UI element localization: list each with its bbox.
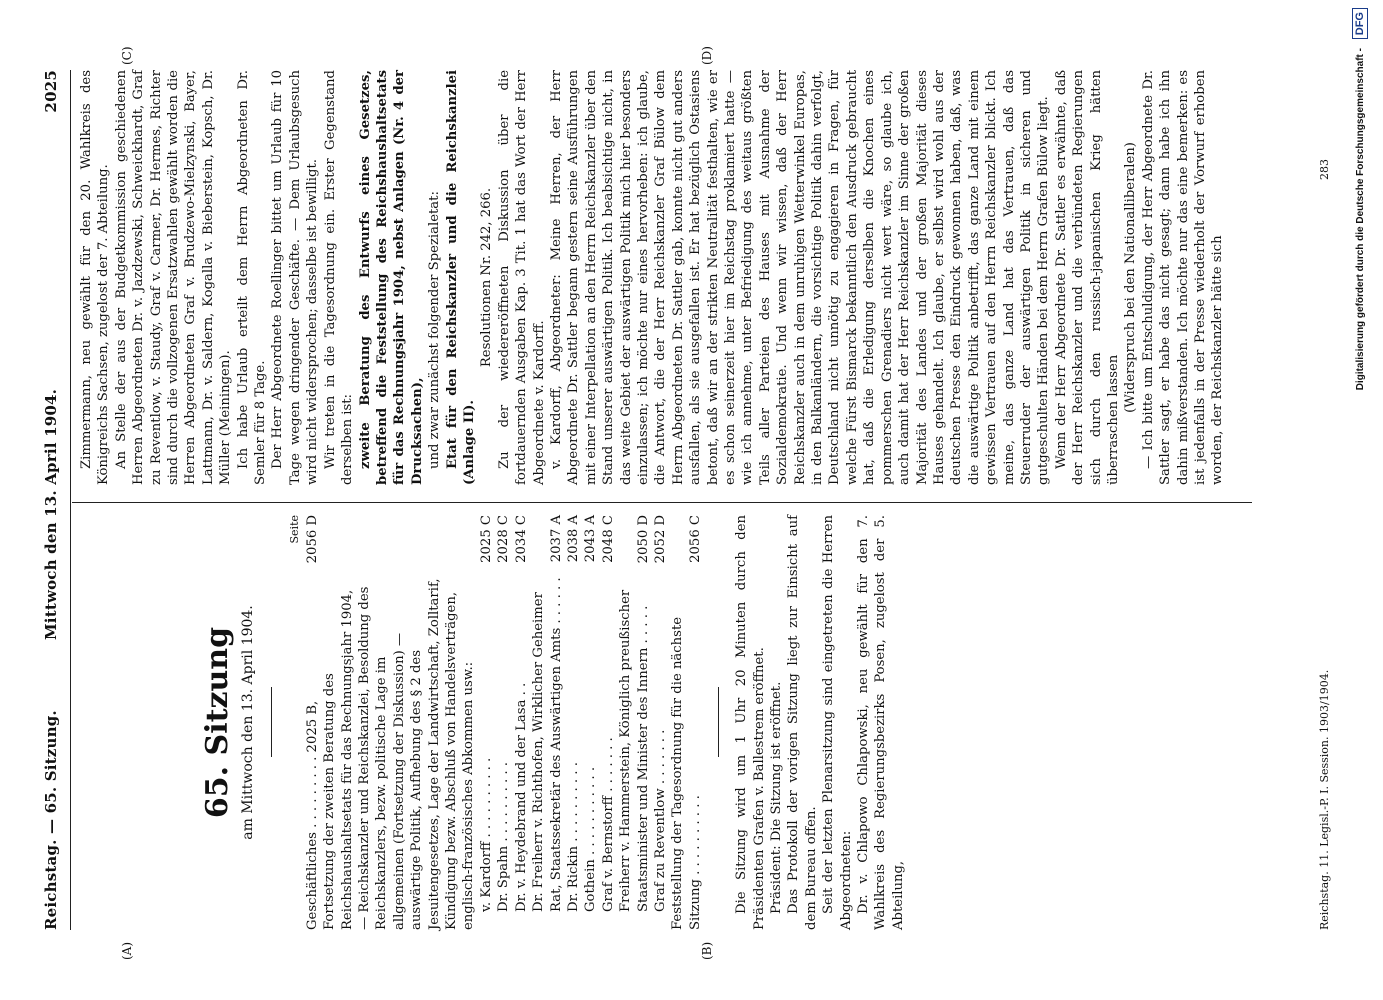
toc-entry-page: [321, 515, 478, 575]
toc-row: [600, 515, 617, 930]
column-divider: [72, 502, 1252, 503]
toc-entry-page: 2048 C: [600, 515, 616, 563]
paragraph: Etat für den Reichskanzler und die Reichskanzlei (Anlage II).: [444, 70, 477, 485]
toc-row: [565, 515, 582, 930]
toc-entry-page: 2025 C: [478, 515, 494, 563]
paragraph: — Ich bitte um Entschuldigung, der Herr Abgeordnete Dr. Sattler sagt, er habe das nicht gesagt; dann habe ich ihn dahin mißverstanden. Ich möchte nur das eine bemerken: es ist jedenfalls in der Presse wiederholt der Vorwurf erhoben worden, der Reichskanzler hätte sich: [1140, 70, 1226, 485]
toc-entry-page: 2038 A: [565, 515, 581, 563]
paragraph: Wir treten in die Tagesordnung ein. Erster Gegenstand derselben ist:: [322, 70, 356, 485]
toc-row: [321, 515, 478, 930]
paragraph: zweite Beratung des Entwurfs eines Gesetzes, betreffend die Feststellung des Reichshaushaltsetats für das Rechnungsjahr 1904, nebst Anlagen (Nr. 4 der Drucksachen),: [357, 70, 425, 485]
title-rule: [271, 688, 272, 758]
paragraph: (Widerspruch bei den Nationalliberalen): [1123, 142, 1139, 413]
toc-entry-text: Graf v. Bernstorff . . . . . . .: [600, 737, 616, 912]
toc-entry-text: Graf zu Reventlow . . . . . . .: [652, 729, 668, 912]
toc-entry-text: Dr. Spahn . . . . . . . . . .: [496, 762, 512, 912]
dfg-logo: DFG: [1352, 8, 1368, 39]
toc-entry-page: 2050 D: [635, 515, 651, 564]
toc-entry-text: Feststellung der Tagesordnung für die nächste Sitzung . . . . . . . . . .: [670, 616, 703, 930]
session-date: am Mittwoch den 13. April 1904.: [240, 605, 256, 840]
paragraph: Ich habe Urlaub erteilt dem Herrn Abgeordneten Dr. Semler für 8 Tage.: [235, 70, 269, 485]
running-header: [42, 70, 68, 930]
paragraph: Der Herr Abgeordnete Roellinger bittet um Urlaub für 10 Tage wegen dringender Geschäfte. — Dem Urlaubsgesuch wird nicht widersprochen; dasselbe ist bewilligt.: [270, 70, 321, 485]
paragraph: Resolutionen Nr. 242, 266.: [479, 187, 495, 368]
toc-row: [495, 515, 512, 930]
toc-row: [652, 515, 669, 930]
table-of-contents: [304, 515, 704, 930]
paragraph: Die Sitzung wird um 1 Uhr 20 Minuten durch den Präsidenten Grafen v. Ballestrem eröffnet.: [734, 515, 767, 930]
paragraph: Zimmermann, neu gewählt für den 20. Wahlkreis des Königreichs Sachsen, zugelost der 7. Abteilung.: [79, 70, 112, 485]
toc-row: [304, 515, 321, 930]
margin-marker-b: (B): [700, 941, 714, 960]
toc-row: [582, 515, 599, 930]
dfg-credit: [1352, 8, 1378, 993]
toc-row: [530, 515, 565, 930]
header-rule: [70, 70, 71, 930]
left-column: [78, 515, 907, 930]
toc-rule: [718, 688, 719, 758]
left-body: [733, 515, 907, 930]
toc-row: [617, 515, 652, 930]
toc-entry-text: v. Kardorff . . . . . . . . . .: [478, 757, 494, 912]
paragraph: Dr. v. Chlapowo Chlapowski, neu gewählt für den 7. Wahlkreis des Regierungsbezirks Posen, zugelost der 5. Abteilung,: [856, 515, 906, 930]
page-footer: [1318, 70, 1331, 930]
dfg-credit-text: Digitalisierung gefördert durch die Deutsche Forschungsgemeinschaft -: [1355, 48, 1366, 391]
paragraph: Das Protokoll der vorigen Sitzung liegt zur Einsicht auf dem Bureau offen.: [786, 515, 819, 930]
toc-entry-page: 2037 A: [548, 515, 564, 563]
toc-entry-text: Fortsetzung der zweiten Beratung des Reichshaushaltsetats für das Rechnungsjahr 1904, — Reichskanzler und Reichskanzlei, Besoldung des Reichskanzlers, bezw. politische Lage im allgemeinen (Fortsetzung der Diskussion) — auswärtige Politik, Aufhebung des § 2 des Jesuitengesetzes, Lage der Landwirtschaft, Zolltarif, Kündigung bezw. Abschluß von Handelsverträgen, englisch-französisches Abkommen usw.:: [322, 578, 477, 930]
paragraph: Wenn der Herr Abgeordnete Dr. Sattler es erwähnte, daß der Herr Reichskanzler und die verbündeten Regierungen sich durch den russisch-japanischen Krieg hätten überraschen lassen: [1053, 70, 1121, 485]
margin-marker-c: (C): [120, 46, 134, 65]
paragraph: und zwar zunächst folgender Spezialetat:: [427, 191, 443, 469]
toc-row: [669, 515, 704, 930]
header-date: Mittwoch den 13. April 1904.: [42, 388, 60, 640]
toc-entry-text: Geschäftliches . . . . . . . . . 2025 B,: [304, 700, 320, 930]
toc-entry-text: Dr. Rickin . . . . . . . . . .: [565, 762, 581, 912]
toc-entry-text: Gothein . . . . . . . . . . .: [583, 766, 599, 912]
toc-entry-page: 2034 C: [513, 515, 529, 563]
right-column: [78, 70, 1227, 485]
toc-entry-text: Dr. Freiherr v. Richthofen, Wirklicher Geheimer Rat, Staatssekretär des Auswärtigen Amts . . . . . .: [531, 577, 564, 912]
header-page-number: 2025: [42, 70, 60, 113]
toc-entry-page: 2056 C: [687, 515, 703, 563]
paragraph: Seit der letzten Plenarsitzung sind eingetreten die Herren Abgeordneten:: [821, 515, 854, 930]
paragraph: Präsident: Die Sitzung ist eröffnet.: [768, 681, 784, 914]
toc-row: [478, 515, 495, 930]
paragraph: An Stelle der aus der Budgetkommission geschiedenen Herren Abgeordneten Dr. v. Jazdzewski, Schweickhardt, Graf zu Reventlow, v. Staudy, Graf v. Carmer, Dr. Hermes, Richter sind durch die vollzogenen Ersatzwahlen gewählt worden die Herren Abgeordneten Graf v. Brudzewo-Mielzynski, Bayer, Lattmann, Dr. v. Saldern, Kogalla v. Bieberstein, Kopsch, Dr. Müller (Meiningen).: [113, 70, 234, 485]
toc-entry-text: Dr. v. Heydebrand und der Lasa . .: [513, 682, 529, 912]
toc-entry-page: 2043 A: [583, 515, 599, 563]
toc-entry-text: Freiherr v. Hammerstein, Königlich preußischer Staatsminister und Minister des Innern . . . . .: [618, 589, 651, 912]
footer-legislature: Reichstag. 11. Legisl.-P. I. Session. 1903/1904.: [1318, 669, 1331, 930]
toc-row: [513, 515, 530, 930]
toc-entry-page: 2052 D: [652, 515, 668, 564]
paragraph: Zu der wiedereröffneten Diskussion über die fortdauernden Ausgaben Kap. 3 Tit. 1 hat das Wort der Herr Abgeordnete v. Kardorff.: [496, 70, 547, 485]
seite-label: Seite: [288, 515, 302, 544]
session-title: 65. Sitzung: [200, 626, 235, 819]
right-body: [78, 70, 1227, 485]
footer-page-marker: 283: [1318, 159, 1331, 180]
toc-entry-page: 2028 C: [496, 515, 512, 563]
toc-entry-page: 2056 D: [304, 515, 320, 564]
header-left: Reichstag. — 65. Sitzung.: [42, 710, 60, 930]
margin-marker-d: (D): [700, 46, 714, 65]
paragraph: v. Kardorff, Abgeordneter: Meine Herren, der Herr Abgeordnete Dr. Sattler begann gestern seine Ausführungen mit einer Interpellation an den Herrn Reichskanzler über den Stand unserer auswärtigen Politik. Ich beabsichtige nicht, in das weite Gebiet der auswärtigen Politik mich hier besonders einzulassen; ich möchte nur eines hervorheben: ich glaube, die Antwort, die der Herr Reichskanzler Graf Bülow dem Herrn Abgeordneten Dr. Sattler gab, konnte nicht gut anders ausfallen, als sie ausgefallen ist. Er hat bezüglich Ostasiens betont, daß wir an der strikten Neutralität festhalten, wie er es schon seinerzeit hier im Reichstag proklamiert hatte — wie ich annehme, unter Befriedigung des weitaus größten Teils aller Parteien des Hauses mit Ausnahme der Sozialdemokratie. Und wenn wir wissen, daß der Herr Reichskanzler auch in dem unruhigen Wetterwinkel Europas, in den Balkanländern, die vorsichtige Politik dahin verfolgt, Deutschland nicht unnötig zu engagieren in Fragen, für welche Fürst Bismarck bekanntlich den Ausdruck gebraucht hat, daß die Erledigung derselben die Knochen eines pommerschen Grenadiers nicht wert wäre, so glaube ich, auch damit hat der Herr Reichskanzler im Sinne der großen Majorität des Landes und der großen Majorität dieses Hauses gehandelt. Ich glaube, er selbst wird wohl aus der deutschen Presse den Eindruck gewonnen haben, daß, was die auswärtige Politik anbetrifft, das ganze Land mit einem gewissen Vertrauen auf den Herrn Reichskanzler blickt. Ich meine, das ganze Land hat das Vertrauen, daß das Steuerruder der auswärtigen Politik in sicheren und gutgeschulten Händen bei dem Herrn Grafen Bülow liegt.: [548, 70, 1052, 485]
margin-marker-a: (A): [120, 941, 134, 960]
